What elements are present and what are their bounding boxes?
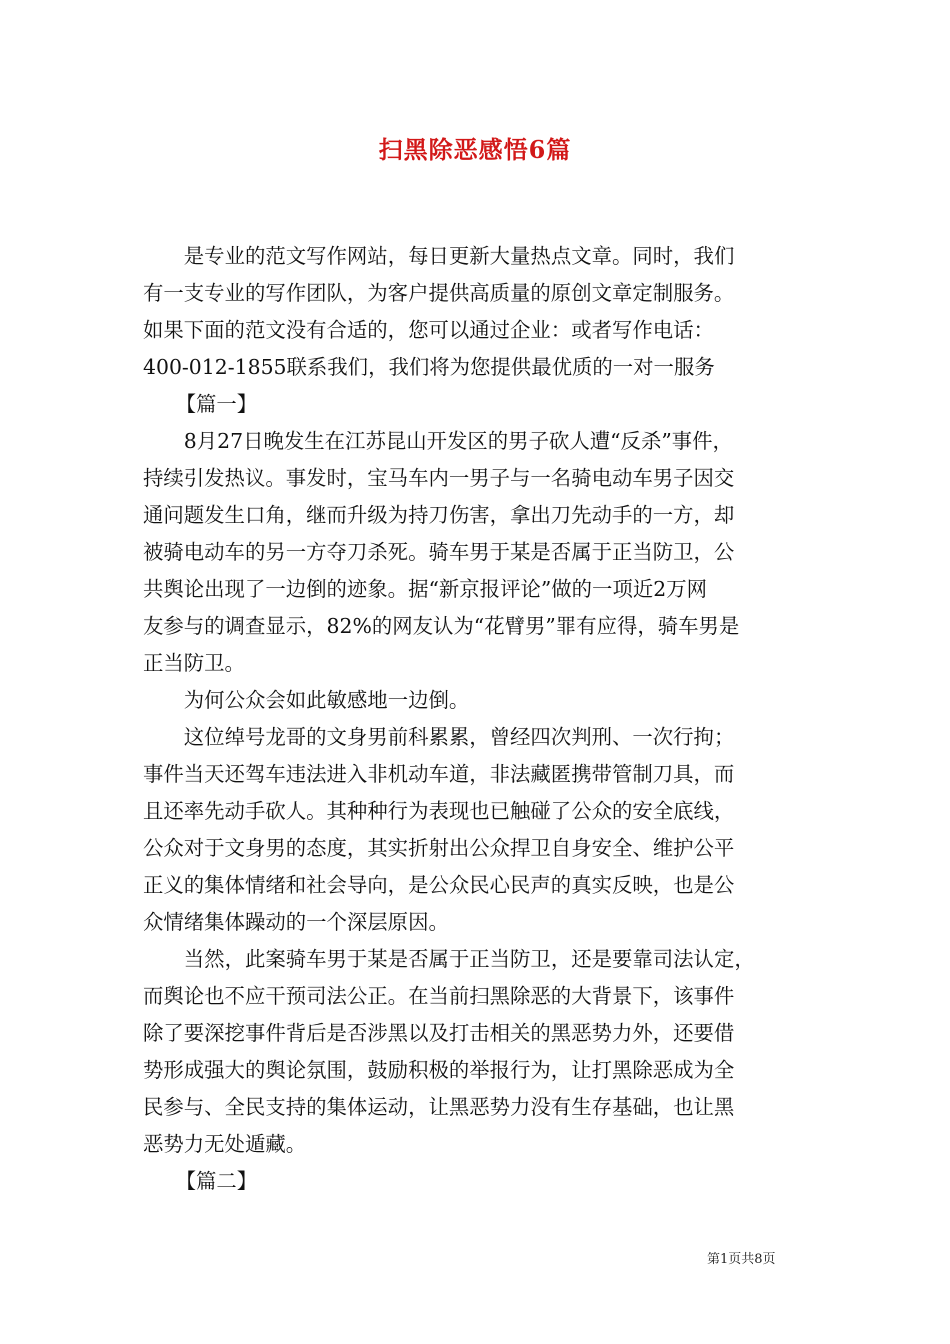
document-body — [143, 238, 813, 1200]
paragraph-3 — [143, 719, 813, 941]
paragraph-line: 正义的集体情绪和社会导向，是公众民心民声的真实反映，也是公 — [143, 873, 735, 897]
paragraph-line: 当然，此案骑车男于某是否属于正当防卫，还是要靠司法认定， — [183, 947, 755, 971]
paragraph-line: 除了要深挖事件背后是否涉黑以及打击相关的黑恶势力外，还要借 — [143, 1021, 735, 1045]
intro-paragraph — [143, 238, 813, 386]
paragraph-line: 而舆论也不应干预司法公正。在当前扫黑除恶的大背景下，该事件 — [143, 984, 735, 1008]
paragraph-line: 通问题发生口角，继而升级为持刀伤害，拿出刀先动手的一方，却 — [143, 503, 735, 527]
section-heading-1: 【篇一】 — [175, 392, 258, 416]
paragraph-2: 为何公众会如此敏感地一边倒。 — [183, 688, 470, 712]
intro-line: 400-012-1855联系我们，我们将为您提供最优质的一对一服务 — [143, 355, 715, 379]
paragraph-line: 且还率先动手砍人。其种种行为表现也已触碰了公众的安全底线， — [143, 799, 735, 823]
paragraph-line: 公众对于文身男的态度，其实折射出公众捍卫自身安全、维护公平 — [143, 836, 735, 860]
paragraph-line: 共舆论出现了一边倒的迹象。据“新京报评论”做的一项近2万网 — [143, 577, 707, 601]
paragraph-line: 这位绰号龙哥的文身男前科累累，曾经四次判刑、一次行拘； — [183, 725, 735, 749]
paragraph-4 — [143, 941, 813, 1163]
paragraph-line: 民参与、全民支持的集体运动，让黑恶势力没有生存基础，也让黑 — [143, 1095, 735, 1119]
section-heading-2: 【篇二】 — [175, 1169, 258, 1193]
intro-line: 有一支专业的写作团队，为客户提供高质量的原创文章定制服务。 — [143, 281, 735, 305]
paragraph-line: 恶势力无处遁藏。 — [143, 1132, 307, 1156]
paragraph-line: 事件当天还驾车违法进入非机动车道，非法藏匿携带管制刀具，而 — [143, 762, 735, 786]
document-title: 扫黑除恶感悟6篇 — [378, 135, 572, 164]
paragraph-1 — [143, 423, 813, 682]
paragraph-line: 被骑电动车的另一方夺刀杀死。骑车男于某是否属于正当防卫，公 — [143, 540, 735, 564]
paragraph-line: 持续引发热议。事发时，宝马车内一男子与一名骑电动车男子因交 — [143, 466, 735, 490]
page-number: 第1页共8页 — [707, 1252, 776, 1267]
paragraph-line: 8月27日晚发生在江苏昆山开发区的男子砍人遭“反杀”事件， — [183, 429, 733, 453]
paragraph-line: 势形成强大的舆论氛围，鼓励积极的举报行为，让打黑除恶成为全 — [143, 1058, 735, 1082]
paragraph-line: 正当防卫。 — [143, 651, 245, 675]
paragraph-line: 众情绪集体躁动的一个深层原因。 — [143, 910, 449, 934]
intro-line: 是专业的范文写作网站，每日更新大量热点文章。同时，我们 — [183, 244, 735, 268]
intro-line: 如果下面的范文没有合适的，您可以通过企业：或者写作电话： — [143, 318, 714, 342]
paragraph-line: 友参与的调查显示，82%的网友认为“花臂男”罪有应得，骑车男是 — [143, 614, 740, 638]
